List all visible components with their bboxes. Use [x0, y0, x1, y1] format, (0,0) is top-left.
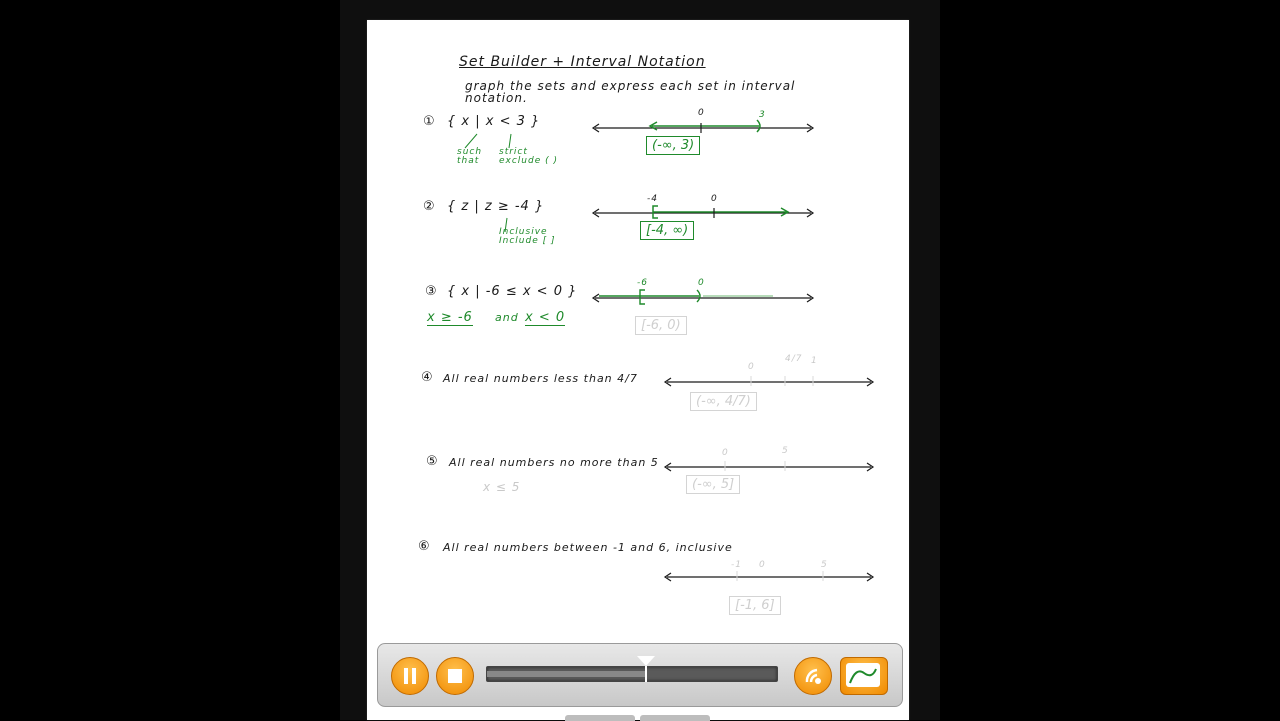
left-letterbox	[0, 0, 340, 720]
problem-1-annotation-strict: strict exclude ( )	[499, 147, 559, 166]
progress-fill	[487, 671, 647, 677]
problem-6-text: All real numbers between -1 and 6, inclusive	[443, 541, 733, 554]
problem-6-tick-0: 0	[759, 560, 766, 570]
problem-4-tick-1: 1	[811, 356, 818, 366]
progress-track[interactable]	[486, 666, 778, 682]
problem-2-tick-neg4: -4	[647, 194, 658, 204]
problem-3-part-a: x ≥ -6	[427, 310, 473, 325]
problem-4-interval-faint: (-∞, 4/7)	[690, 392, 757, 411]
problem-3-and: and	[495, 311, 519, 324]
stop-icon	[448, 669, 462, 683]
number-line-2	[593, 209, 813, 217]
right-letterbox	[940, 0, 1280, 720]
problem-1-number: ①	[423, 114, 436, 129]
problem-2-number: ②	[423, 199, 436, 214]
problem-3-expression: { x | -6 ≤ x < 0 }	[447, 284, 578, 299]
pause-icon	[404, 668, 416, 684]
problem-2-expression: { z | z ≥ -4 }	[447, 199, 545, 214]
playhead-handle[interactable]	[637, 656, 655, 666]
number-line-1	[593, 124, 813, 132]
problem-3-number: ③	[425, 284, 438, 299]
problem-6-number: ⑥	[418, 539, 431, 554]
problem-5-tick-5: 5	[782, 446, 789, 456]
audio-button[interactable]	[794, 657, 832, 695]
problem-5-number: ⑤	[426, 454, 439, 469]
number-line-4	[665, 378, 873, 386]
worksheet-title: Set Builder + Interval Notation	[459, 54, 706, 70]
instructions-line-2: notation.	[465, 91, 528, 105]
problem-5-interval-faint: (-∞, 5]	[686, 475, 740, 494]
problem-3-part-b: x < 0	[525, 310, 566, 325]
problem-3-interval-faint: [-6, 0)	[635, 316, 687, 335]
problem-3-tick-0: 0	[698, 278, 705, 288]
problem-4-number: ④	[421, 370, 434, 385]
bottom-tab-left[interactable]	[565, 715, 635, 721]
draw-canvas-preview	[846, 663, 880, 687]
problem-4-tick-0: 0	[748, 362, 755, 372]
problem-2-annotation-inclusive: Inclusive Include [ ]	[499, 227, 556, 246]
problem-1-interval: (-∞, 3)	[646, 136, 700, 155]
problem-1-tick-0: 0	[698, 108, 705, 118]
number-line-5	[665, 463, 873, 471]
problem-1-tick-3: 3	[759, 110, 766, 120]
problem-5-faint-expr: x ≤ 5	[483, 480, 521, 494]
problem-2-tick-0: 0	[711, 194, 718, 204]
playhead-line	[645, 666, 647, 682]
draw-button[interactable]	[840, 657, 888, 695]
graph-2	[653, 206, 788, 218]
bottom-tab-right[interactable]	[640, 715, 710, 721]
problem-5-tick-0: 0	[722, 448, 729, 458]
problem-4-tick-47: 4/7	[785, 354, 803, 364]
pause-button[interactable]	[391, 657, 429, 695]
problem-5-text: All real numbers no more than 5	[449, 456, 659, 469]
problem-6-tick-5: 5	[821, 560, 828, 570]
audio-icon	[795, 658, 831, 694]
graph-1	[650, 120, 760, 132]
problem-1-annotation-such-that: such that	[457, 147, 483, 166]
instructions-line-1: graph the sets and express each set in interval	[465, 79, 796, 93]
number-line-6	[665, 573, 873, 581]
pen-draw-icon	[846, 663, 880, 687]
player-control-bar	[377, 643, 903, 707]
problem-6-interval-faint: [-1, 6]	[729, 596, 781, 615]
problem-3-tick-neg6: -6	[637, 278, 648, 288]
problem-2-interval: [-4, ∞)	[640, 221, 694, 240]
problem-1-expression: { x | x < 3 }	[447, 114, 541, 129]
graph-3	[599, 290, 773, 304]
stop-button[interactable]	[436, 657, 474, 695]
problem-6-tick-neg1: -1	[731, 560, 742, 570]
problem-4-text: All real numbers less than 4/7	[443, 372, 638, 385]
worksheet-page	[367, 20, 909, 720]
number-line-3	[593, 294, 813, 302]
